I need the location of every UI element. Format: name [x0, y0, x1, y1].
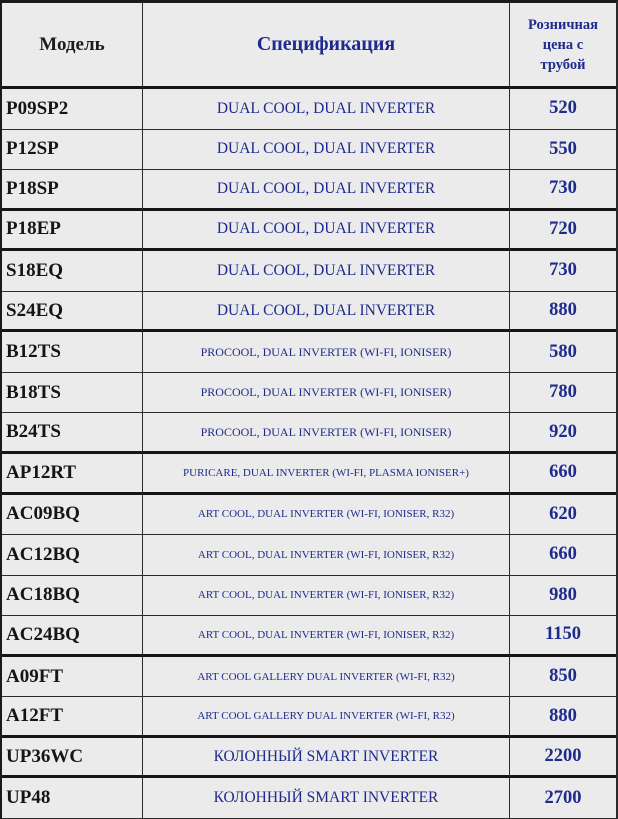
row-price: 720	[510, 211, 616, 252]
row-price: 880	[510, 697, 616, 738]
row-spec: КОЛОННЫЙ SMART INVERTER	[143, 738, 510, 779]
row-model: P18SP	[2, 170, 143, 211]
row-model: AC18BQ	[2, 576, 143, 617]
row-spec: ART COOL GALLERY DUAL INVERTER (WI-FI, R32)	[143, 657, 510, 698]
header-spec: Спецификация	[143, 3, 510, 89]
row-model: P18EP	[2, 211, 143, 252]
row-spec: ART COOL, DUAL INVERTER (WI-FI, IONISER, R32)	[143, 616, 510, 657]
row-model: S18EQ	[2, 251, 143, 292]
row-price: 660	[510, 535, 616, 576]
row-price: 980	[510, 576, 616, 617]
row-spec: PROCOOL, DUAL INVERTER (WI-FI, IONISER)	[143, 332, 510, 373]
row-price: 780	[510, 373, 616, 414]
row-spec: DUAL COOL, DUAL INVERTER	[143, 211, 510, 252]
row-spec: ART COOL, DUAL INVERTER (WI-FI, IONISER, R32)	[143, 535, 510, 576]
row-price: 730	[510, 170, 616, 211]
row-model: P09SP2	[2, 89, 143, 130]
row-price: 660	[510, 454, 616, 495]
row-spec: ART COOL GALLERY DUAL INVERTER (WI-FI, R32)	[143, 697, 510, 738]
row-spec: DUAL COOL, DUAL INVERTER	[143, 170, 510, 211]
row-model: AC12BQ	[2, 535, 143, 576]
header-price	[510, 3, 616, 89]
row-model: AC24BQ	[2, 616, 143, 657]
row-price: 920	[510, 413, 616, 454]
header-price-line3: трубой	[540, 56, 586, 73]
row-model: P12SP	[2, 130, 143, 171]
row-spec: КОЛОННЫЙ SMART INVERTER	[143, 778, 510, 819]
row-spec: PROCOOL, DUAL INVERTER (WI-FI, IONISER)	[143, 373, 510, 414]
row-spec: DUAL COOL, DUAL INVERTER	[143, 89, 510, 130]
row-price: 520	[510, 89, 616, 130]
row-model: UP48	[2, 778, 143, 819]
row-spec: PROCOOL, DUAL INVERTER (WI-FI, IONISER)	[143, 413, 510, 454]
row-spec: DUAL COOL, DUAL INVERTER	[143, 130, 510, 171]
row-spec: DUAL COOL, DUAL INVERTER	[143, 251, 510, 292]
row-price: 2700	[510, 778, 616, 819]
row-price: 730	[510, 251, 616, 292]
row-price: 880	[510, 292, 616, 333]
header-price-line1: Розничная	[528, 16, 598, 33]
row-spec: DUAL COOL, DUAL INVERTER	[143, 292, 510, 333]
row-model: S24EQ	[2, 292, 143, 333]
row-model: B18TS	[2, 373, 143, 414]
row-model: AP12RT	[2, 454, 143, 495]
row-spec: PURICARE, DUAL INVERTER (WI-FI, PLASMA IONISER+)	[143, 454, 510, 495]
header-model: Модель	[2, 3, 143, 89]
row-model: A09FT	[2, 657, 143, 698]
row-model: B12TS	[2, 332, 143, 373]
row-model: A12FT	[2, 697, 143, 738]
row-price: 580	[510, 332, 616, 373]
row-spec: ART COOL, DUAL INVERTER (WI-FI, IONISER, R32)	[143, 576, 510, 617]
row-price: 550	[510, 130, 616, 171]
row-model: UP36WC	[2, 738, 143, 779]
row-price: 620	[510, 495, 616, 536]
header-price-line2: цена с	[542, 36, 584, 53]
row-spec: ART COOL, DUAL INVERTER (WI-FI, IONISER, R32)	[143, 495, 510, 536]
row-price: 850	[510, 657, 616, 698]
row-price: 1150	[510, 616, 616, 657]
row-model: AC09BQ	[2, 495, 143, 536]
row-model: B24TS	[2, 413, 143, 454]
row-price: 2200	[510, 738, 616, 779]
